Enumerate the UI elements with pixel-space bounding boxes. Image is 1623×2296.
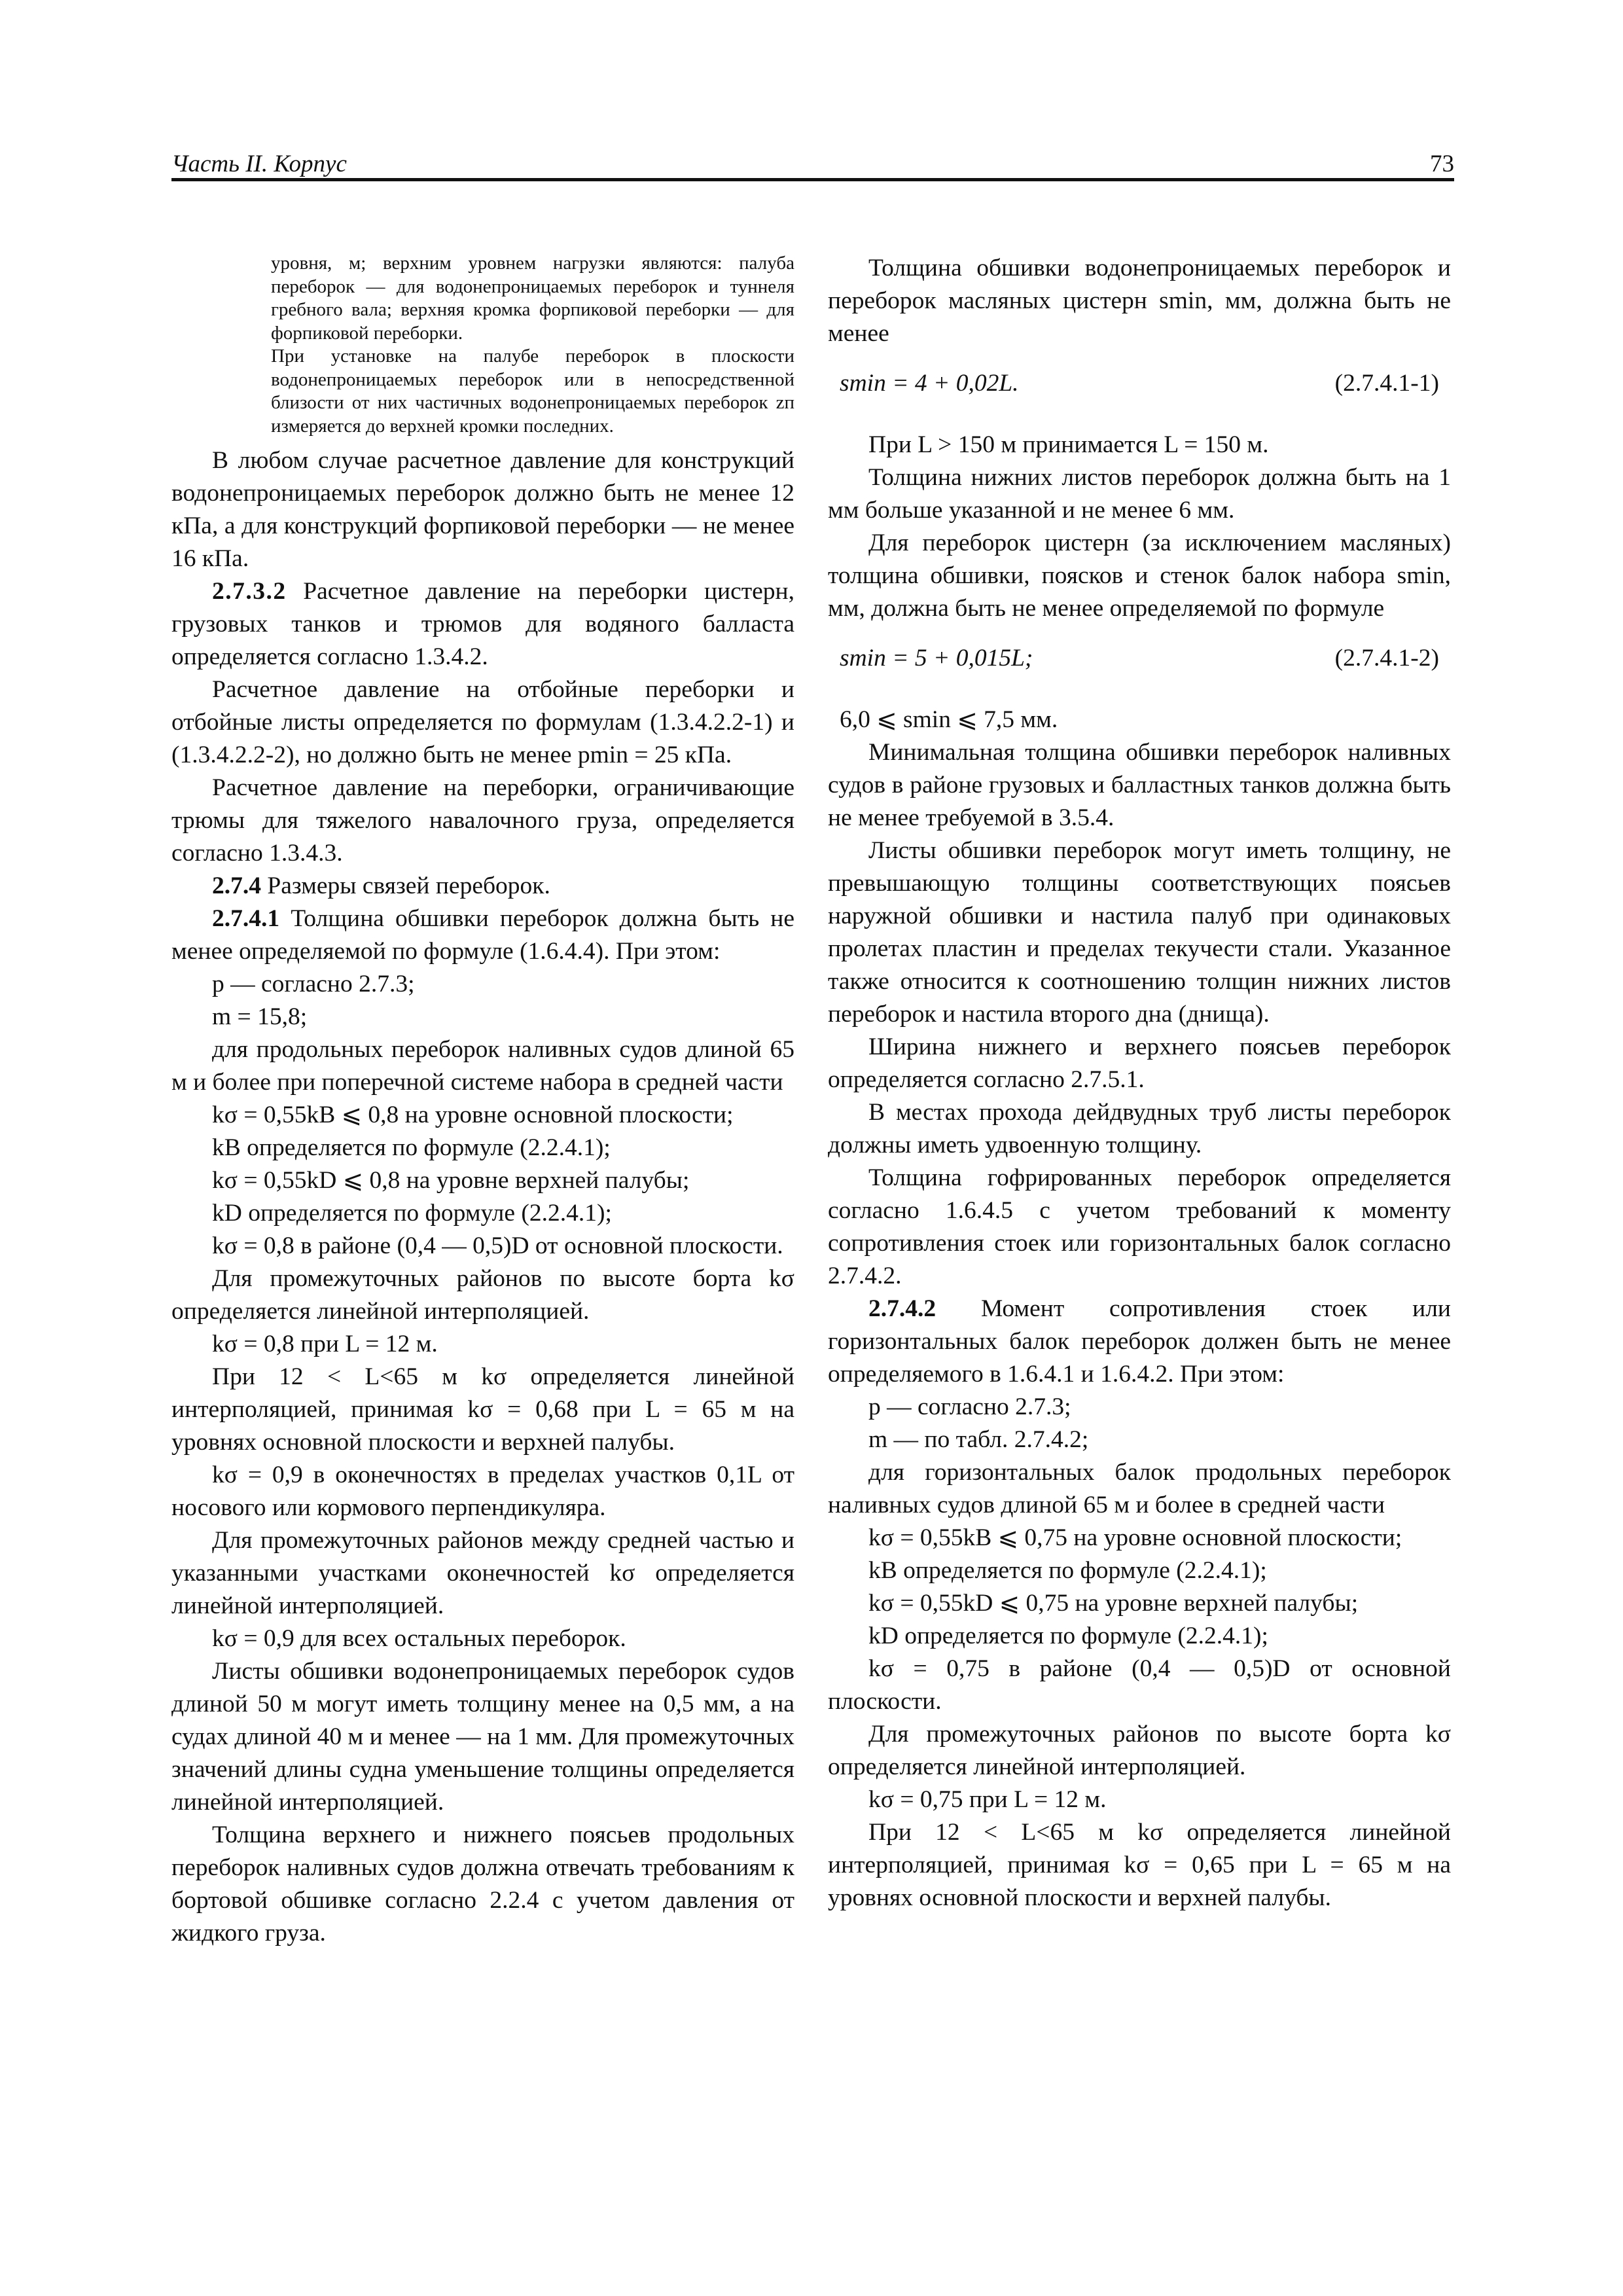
paragraph: для продольных переборок наливных судов длиной 65 м и более при поперечной системе набора в средней части [171,1036,794,1096]
paragraph: kσ = 0,8 при L = 12 м. [212,1331,438,1357]
paragraph: Толщина нижних листов переборок должна быть на 1 мм больше указанной и не менее 6 мм. [828,464,1451,524]
paragraph: Толщина гофрированных переборок определяется согласно 1.6.4.5 с учетом требований к моменту сопротивления стоек или горизонтальных балок согласно 2.7.4.2. [828,1164,1451,1289]
paragraph: Толщина обшивки водонепроницаемых переборок и переборок масляных цистерн smin, мм, должна быть не менее [828,255,1451,347]
section-heading [171,870,794,903]
paragraph: Расчетное давление на переборки, ограничивающие трюмы для тяжелого навалочного груза, определяется согласно 1.3.4.3. [171,774,794,867]
running-header [171,149,1454,179]
paragraph: m — по табл. 2.7.4.2; [868,1426,1089,1453]
paragraph: Ширина нижнего и верхнего поясьев переборок определяется согласно 2.7.5.1. [828,1033,1451,1093]
right-column [828,252,1451,1914]
paragraph: kB определяется по формуле (2.2.4.1); [868,1557,1267,1584]
paragraph: kσ = 0,55kB ⩽ 0,8 на уровне основной плоскости; [212,1102,734,1128]
paragraph: В местах прохода дейдвудных труб листы переборок должны иметь удвоенную толщину. [828,1099,1451,1158]
paragraph: kσ = 0,55kB ⩽ 0,75 на уровне основной плоскости; [868,1524,1402,1551]
paragraph: p — согласно 2.7.3; [868,1393,1071,1420]
paragraph: для горизонтальных балок продольных переборок наливных судов длиной 65 м и более в средней части [828,1459,1451,1518]
paragraph: kσ = 0,8 в районе (0,4 — 0,5)D от основной плоскости. [212,1232,783,1259]
formula-number: (2.7.4.1-1) [1334,370,1439,397]
formula-number: (2.7.4.1-2) [1334,645,1439,672]
clause-text: Размеры связей переборок. [261,872,550,899]
paragraph: При 12 < L<65 м kσ определяется линейной интерполяцией, принимая kσ = 0,68 при L = 65 м на уровнях основной плоскости и верхней палубы. [171,1363,794,1456]
header-rule [171,178,1454,181]
footnote-text: При установке на палубе переборок в плоскости водонепроницаемых переборок или в непосредственной близости от них частичных водонепроницаемых переборок zп измеряется до верхней кромки последних. [271,346,794,437]
paragraph: kB определяется по формуле (2.2.4.1); [212,1134,611,1161]
formula: smin = 5 + 0,015L; [840,645,1033,672]
paragraph: kσ = 0,55kD ⩽ 0,75 на уровне верхней палубы; [868,1590,1359,1617]
paragraph: При L > 150 м принимается L = 150 м. [868,431,1269,458]
paragraph: kσ = 0,75 при L = 12 м. [868,1786,1107,1813]
paragraph: kσ = 0,75 в районе (0,4 — 0,5)D от основной плоскости. [828,1655,1451,1715]
formula: smin = 4 + 0,02L. [840,370,1019,397]
clause-number: 2.7.4 [212,872,261,899]
formula-row [828,363,1451,404]
paragraph [828,1293,1451,1391]
clause-text: Момент сопротивления стоек или горизонтальных балок переборок должен быть не менее определяемого в 1.6.4.1 и 1.6.4.2. При этом: [828,1295,1451,1388]
paragraph: Листы обшивки водонепроницаемых переборок судов длиной 50 м могут иметь толщину менее на 0,5 мм, а на судах длиной 40 м и менее — на 1 мм. Для промежуточных значений длины судна уменьшение толщины определяется линейной интерполяцией. [171,1658,794,1816]
clause-text: Расчетное давление на переборки цистерн, грузовых танков и трюмов для водяного балласта определяется согласно 1.3.4.2. [171,578,794,670]
paragraph [171,903,794,968]
clause-text: Толщина обшивки переборок должна быть не менее определяемой по формуле (1.6.4.4). При этом: [171,905,794,965]
range-condition: 6,0 ⩽ smin ⩽ 7,5 мм. [840,706,1058,733]
footnote-block [271,252,794,438]
paragraph: Расчетное давление на отбойные переборки и отбойные листы определяется по формулам (1.3.4.2.2-1) и (1.3.4.2.2-2), но должно быть не менее pmin = 25 кПа. [171,676,794,768]
clause-number: 2.7.3.2 [212,578,287,605]
clause-number: 2.7.4.2 [868,1295,936,1322]
paragraph: Для промежуточных районов между средней частью и указанными участками оконечностей kσ определяется линейной интерполяцией. [171,1527,794,1619]
left-column [171,252,794,1950]
paragraph: Для промежуточных районов по высоте борта kσ определяется линейной интерполяцией. [828,1721,1451,1780]
formula-row [828,638,1451,679]
page-number: 73 [1430,151,1454,177]
paragraph: kσ = 0,9 для всех остальных переборок. [212,1625,626,1652]
paragraph: При 12 < L<65 м kσ определяется линейной интерполяцией, принимая kσ = 0,65 при L = 65 м на уровнях основной плоскости и верхней палубы. [828,1819,1451,1911]
paragraph: Листы обшивки переборок могут иметь толщину, не превышающую толщины соответствующих поясьев наружной обшивки и настила палуб при одинаковых пролетах пластин и пределах текучести стали. Указанное также относится к соотношению толщин нижних листов переборок и настила второго дна (днища). [828,837,1451,1028]
paragraph: p — согласно 2.7.3; [212,971,415,997]
section-title: Часть II. Корпус [171,151,347,177]
paragraph: В любом случае расчетное давление для конструкций водонепроницаемых переборок должно быть не менее 12 кПа, а для конструкций форпиковой переборки — не менее 16 кПа. [171,447,794,572]
paragraph: Для переборок цистерн (за исключением масляных) толщина обшивки, поясков и стенок балок набора smin, мм, должна быть не менее определяемой по формуле [828,529,1451,622]
paragraph: kD определяется по формуле (2.2.4.1); [868,1623,1268,1649]
paragraph: m = 15,8; [212,1003,308,1030]
paragraph: Толщина верхнего и нижнего поясьев продольных переборок наливных судов должна отвечать требованиям к бортовой обшивке согласно 2.2.4 с учетом давления от жидкого груза. [171,1821,794,1946]
paragraph: kD определяется по формуле (2.2.4.1); [212,1200,612,1227]
paragraph: kσ = 0,9 в оконечностях в пределах участков 0,1L от носового или кормового перпендикуляра. [171,1462,794,1521]
paragraph: kσ = 0,55kD ⩽ 0,8 на уровне верхней палубы; [212,1167,690,1194]
paragraph: Для промежуточных районов по высоте борта kσ определяется линейной интерполяцией. [171,1265,794,1325]
paragraph [171,575,794,673]
paragraph: Минимальная толщина обшивки переборок наливных судов в районе грузовых и балластных танков должна быть не менее требуемой в 3.5.4. [828,739,1451,831]
footnote-text: уровня, м; верхним уровнем нагрузки являются: палуба переборок — для водонепроницаемых переборок и туннеля гребного вала; верхняя кромка форпиковой переборки — для форпиковой переборки. [271,253,794,344]
clause-number: 2.7.4.1 [212,905,280,932]
